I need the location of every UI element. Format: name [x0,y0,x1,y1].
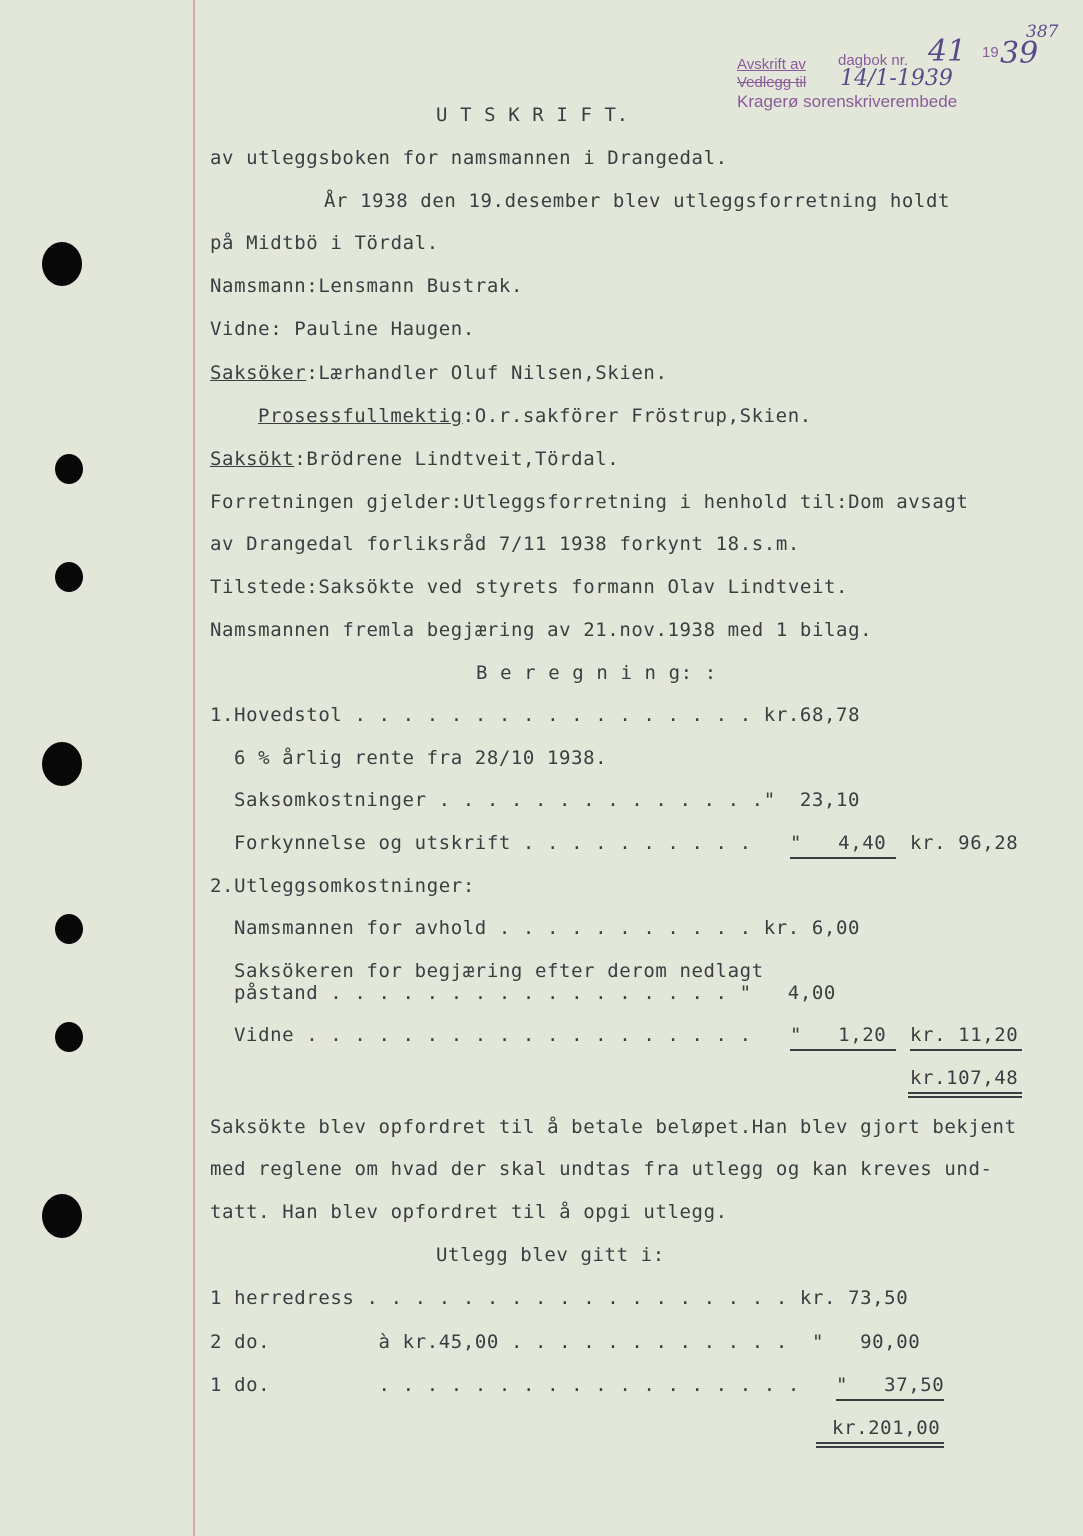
underline [908,1092,1022,1094]
item-amount: " 37,50 [836,1374,945,1396]
punch-hole [42,242,82,286]
saksoker-label: Saksöker [210,362,307,384]
intro-line: av utleggsboken for namsmannen i Drangedal. [210,147,728,169]
calc-total: kr.107,48 [910,1067,1019,1089]
handwritten-date: 14/1-1939 [840,66,953,91]
fremla-line: Namsmannen fremla begjæring av 21.nov.1938 med 1 bilag. [210,619,873,641]
saksoker-value: :Lærhandler Oluf Nilsen,Skien. [306,362,668,384]
saksokt-label: Saksökt [210,448,295,470]
underline [908,1096,1022,1098]
underline [816,1446,944,1448]
item-line: 1 herredress . . . . . . . . . . . . . . . . . . kr. 73,50 [210,1287,909,1309]
punch-hole [55,454,83,484]
calc-forkynnelse-amount: " 4,40 [790,832,887,854]
punch-hole [42,742,82,786]
punch-hole [55,562,83,592]
paragraph-line: på Midtbö i Tördal. [210,232,439,254]
prosess-line [258,405,812,427]
item-line: 1 do. . . . . . . . . . . . . . . . . . . [210,1374,800,1396]
paragraph-line: År 1938 den 19.desember blev utleggsforretning holdt [324,190,951,212]
margin-line [193,0,195,1536]
punch-hole [55,1022,83,1052]
saksoker-line [210,362,667,384]
underline [910,1049,1022,1051]
opfordret-line: tatt. Han blev opfordret til å opgi utlegg. [210,1201,728,1223]
stamp-struck: Vedlegg til [737,74,807,91]
opfordret-line: Saksökte blev opfordret til å betale beløpet.Han blev gjort bekjent [210,1116,1017,1138]
stamp-office: Kragerø sorenskriverembede [737,92,958,111]
underline [790,1049,896,1051]
calc-namsmann-avhold: Namsmannen for avhold . . . . . . . . . . . kr. 6,00 [234,917,861,939]
calc-utlegg-heading: 2.Utleggsomkostninger: [210,875,475,897]
saksokt-value: :Brödrene Lindtveit,Tördal. [294,448,620,470]
calc-hovedstol: 1.Hovedstol . . . . . . . . . . . . . . . . . kr.68,78 [210,704,861,726]
calc-vidne: Vidne . . . . . . . . . . . . . . . . . . . [234,1024,752,1046]
calc-saksomkostninger: Saksomkostninger . . . . . . . . . . . . . ." 23,10 [234,789,861,811]
stamp-dagbok: dagbok nr. [838,52,909,69]
document-title: U T S K R I F T. [436,104,629,126]
punch-hole [55,914,83,944]
underline [790,857,896,859]
stamp-year-prefix: 19 [982,44,999,61]
punch-hole [42,1194,82,1238]
calc-rente: 6 % årlig rente fra 28/10 1938. [234,747,608,769]
opfordret-line: med reglene om hvad der skal undtas fra utlegg og kan kreves und- [210,1158,993,1180]
calc-saksokeren: påstand . . . . . . . . . . . . . . . . . " 4,00 [234,982,836,1004]
item-line: 2 do. à kr.45,00 . . . . . . . . . . . . " 90,00 [210,1331,921,1353]
calc-forkynnelse-sum: kr. 96,28 [910,832,1019,854]
calc-forkynnelse: Forkynnelse og utskrift . . . . . . . . . . [234,832,752,854]
calc-saksokeren: Saksökeren for begjæring efter derom nedlagt [234,960,764,982]
underline [836,1399,944,1401]
handwritten-year: 39 [1000,36,1039,71]
utlegg-gitt-heading: Utlegg blev gitt i: [436,1244,665,1266]
saksokt-line [210,448,619,470]
handwritten-number: 41 [928,34,967,69]
forretning-line: av Drangedal forliksråd 7/11 1938 forkynt 18.s.m. [210,533,800,555]
beregning-heading: B e r e g n i n g: : [476,662,717,684]
handwritten-page-number: 387 [1026,22,1059,42]
tilstede-line: Tilstede:Saksökte ved styrets formann Olav Lindtveit. [210,576,849,598]
prosess-value: :O.r.sakförer Fröstrup,Skien. [462,405,812,427]
prosess-label: Prosessfullmektig [258,405,463,427]
calc-vidne-sum: kr. 11,20 [910,1024,1019,1046]
calc-vidne-amount: " 1,20 [790,1024,887,1046]
stamp-avskrift: Avskrift av [737,56,806,73]
forretning-line: Forretningen gjelder:Utleggsforretning i henhold til:Dom avsagt [210,491,969,513]
vidne-line: Vidne: Pauline Haugen. [210,318,475,340]
item-sum: kr.201,00 [832,1417,941,1439]
underline [816,1442,944,1444]
namsmann-line: Namsmann:Lensmann Bustrak. [210,275,524,297]
